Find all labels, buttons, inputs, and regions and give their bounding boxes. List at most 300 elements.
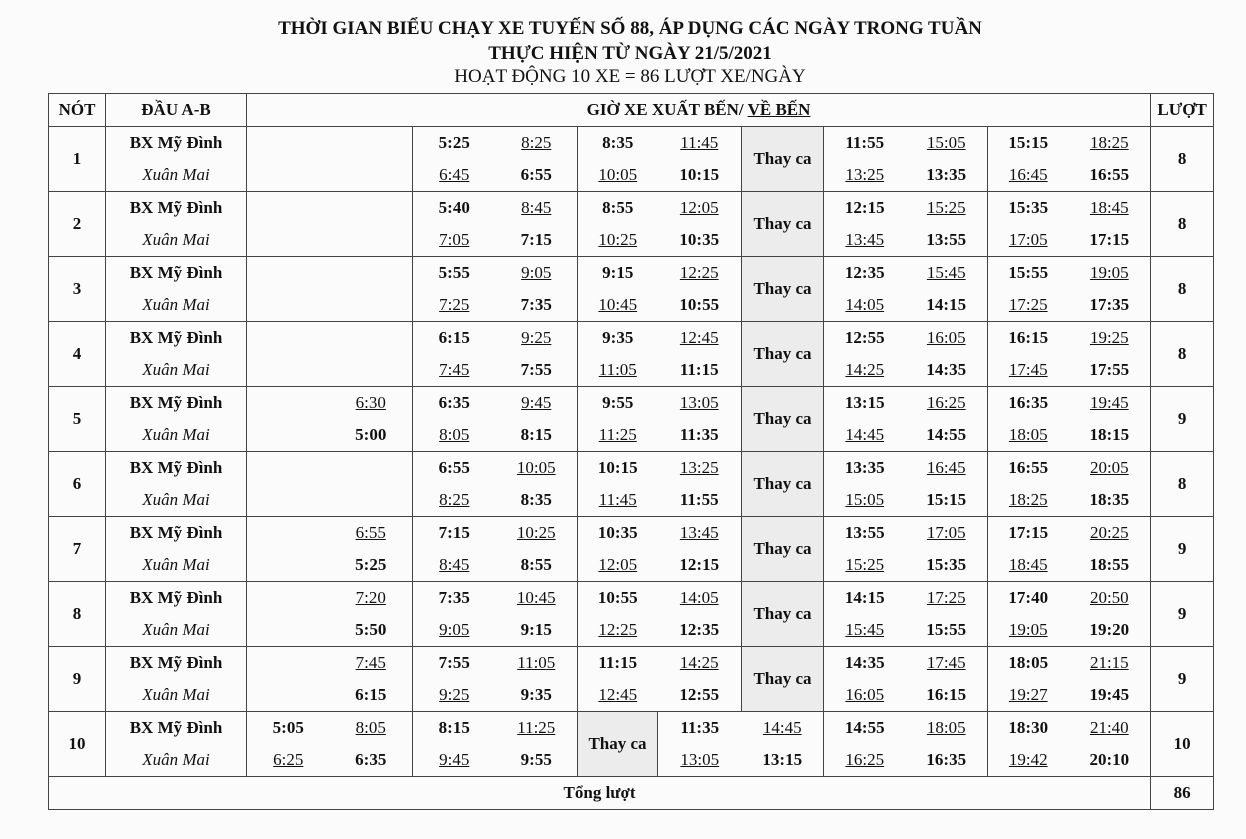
departure-time: 19:25 <box>1089 328 1129 347</box>
time-cell <box>824 452 906 485</box>
time-cell <box>578 549 658 582</box>
departure-time: 10:35 <box>597 523 638 542</box>
stop-b: Xuân Mai <box>106 419 247 452</box>
departure-time: 15:25 <box>845 555 885 574</box>
departure-time: 9:15 <box>602 263 634 282</box>
time-cell <box>413 614 496 647</box>
time-cell <box>413 224 496 257</box>
time-cell <box>824 712 906 745</box>
time-cell <box>247 452 330 485</box>
stop-b: Xuân Mai <box>106 484 247 517</box>
departure-time: 15:15 <box>1008 133 1049 152</box>
time-cell <box>578 127 658 160</box>
time-cell <box>988 582 1069 615</box>
departure-time: 11:05 <box>517 653 556 672</box>
time-cell <box>413 322 496 355</box>
departure-time: 8:55 <box>602 198 634 217</box>
stop-a: BX Mỹ Đình <box>106 647 247 680</box>
time-cell <box>578 257 658 290</box>
time-cell <box>496 582 578 615</box>
time-cell <box>824 224 906 257</box>
time-cell <box>988 159 1069 192</box>
departure-time: 5:40 <box>438 198 470 217</box>
time-cell <box>824 549 906 582</box>
time-cell <box>988 712 1069 745</box>
departure-time: 18:05 <box>1008 425 1048 444</box>
time-cell <box>247 419 330 452</box>
departure-time: 12:15 <box>679 555 720 574</box>
shift-change-cell: Thay ca <box>742 257 824 322</box>
time-cell <box>496 549 578 582</box>
departure-time: 15:45 <box>845 620 885 639</box>
departure-time: 16:35 <box>1008 393 1049 412</box>
departure-time: 7:05 <box>439 230 470 249</box>
departure-time: 5:25 <box>438 133 470 152</box>
stop-a: BX Mỹ Đình <box>106 517 247 550</box>
departure-time: 10:15 <box>679 165 720 184</box>
trip-count: 9 <box>1151 647 1214 712</box>
departure-time: 9:05 <box>439 620 470 639</box>
time-cell <box>906 354 988 387</box>
shift-change-cell: Thay ca <box>742 647 824 712</box>
departure-time: 11:15 <box>598 653 638 672</box>
departure-time: 20:10 <box>1089 750 1130 769</box>
departure-time: 14:55 <box>926 425 967 444</box>
time-cell <box>906 257 988 290</box>
time-cell <box>824 744 906 777</box>
time-cell <box>247 679 330 712</box>
time-cell <box>906 387 988 420</box>
time-cell <box>413 647 496 680</box>
departure-time: 11:35 <box>680 718 720 737</box>
trip-count: 9 <box>1151 582 1214 647</box>
time-cell <box>658 614 742 647</box>
departure-time: 14:35 <box>844 653 885 672</box>
time-cell <box>330 647 413 680</box>
time-cell <box>496 452 578 485</box>
departure-time: 19:05 <box>1089 263 1129 282</box>
stop-b: Xuân Mai <box>106 614 247 647</box>
departure-time: 17:45 <box>926 653 966 672</box>
departure-time: 18:45 <box>1008 555 1048 574</box>
departure-time: 13:45 <box>845 230 885 249</box>
time-cell <box>1069 419 1151 452</box>
title-line-3: HOẠT ĐỘNG 10 XE = 86 LƯỢT XE/NGÀY <box>454 66 806 87</box>
col-header-gio-b: VỀ BẾN <box>747 100 811 119</box>
stop-b: Xuân Mai <box>106 354 247 387</box>
time-cell <box>247 647 330 680</box>
departure-time: 16:55 <box>1008 458 1049 477</box>
departure-time: 10:15 <box>597 458 638 477</box>
trip-count: 9 <box>1151 387 1214 452</box>
departure-time: 15:05 <box>926 133 966 152</box>
departure-time: 16:45 <box>1008 165 1048 184</box>
vehicle-row <box>49 517 1214 550</box>
total-row <box>49 777 1214 810</box>
departure-time: 10:45 <box>516 588 556 607</box>
vehicle-number: 2 <box>49 192 106 257</box>
total-label: Tổng lượt <box>49 777 1151 810</box>
time-cell <box>658 549 742 582</box>
departure-time: 9:25 <box>521 328 552 347</box>
time-cell <box>496 614 578 647</box>
time-cell <box>906 289 988 322</box>
time-cell <box>1069 159 1151 192</box>
time-cell <box>906 549 988 582</box>
departure-time: 14:15 <box>844 588 885 607</box>
departure-time: 11:15 <box>679 360 719 379</box>
col-header-not: NÓT <box>49 94 106 127</box>
time-cell <box>413 712 496 745</box>
shift-change-cell: Thay ca <box>742 192 824 257</box>
time-cell <box>906 159 988 192</box>
departure-time: 6:35 <box>355 750 387 769</box>
time-cell <box>906 582 988 615</box>
departure-time: 6:55 <box>355 523 386 542</box>
departure-time: 16:25 <box>926 393 966 412</box>
departure-time: 8:15 <box>438 718 470 737</box>
time-cell <box>247 549 330 582</box>
time-cell <box>578 192 658 225</box>
departure-time: 11:25 <box>517 718 556 737</box>
vehicle-row <box>49 484 1214 517</box>
time-cell <box>824 614 906 647</box>
departure-time: 12:35 <box>844 263 885 282</box>
shift-change-cell: Thay ca <box>742 322 824 387</box>
departure-time: 13:05 <box>680 750 720 769</box>
stop-a: BX Mỹ Đình <box>106 452 247 485</box>
time-cell <box>988 484 1069 517</box>
departure-time: 17:55 <box>1089 360 1130 379</box>
stop-a: BX Mỹ Đình <box>106 192 247 225</box>
time-cell <box>988 679 1069 712</box>
time-cell <box>330 322 413 355</box>
time-cell <box>658 224 742 257</box>
departure-time: 12:45 <box>598 685 638 704</box>
time-cell <box>988 419 1069 452</box>
departure-time: 14:25 <box>845 360 885 379</box>
vehicle-row <box>49 387 1214 420</box>
time-cell <box>247 484 330 517</box>
departure-time: 12:15 <box>844 198 885 217</box>
time-cell <box>413 354 496 387</box>
departure-time: 12:05 <box>679 198 719 217</box>
vehicle-row <box>49 224 1214 257</box>
time-cell <box>413 484 496 517</box>
time-cell <box>496 224 578 257</box>
departure-time: 12:25 <box>598 620 638 639</box>
time-cell <box>658 354 742 387</box>
time-cell <box>496 517 578 550</box>
total-value: 86 <box>1151 777 1214 810</box>
time-cell <box>906 192 988 225</box>
time-cell <box>330 614 413 647</box>
time-cell <box>496 679 578 712</box>
vehicle-row <box>49 322 1214 355</box>
schedule-table <box>48 93 1214 810</box>
departure-time: 17:25 <box>1008 295 1048 314</box>
departure-time: 20:05 <box>1089 458 1129 477</box>
vehicle-number: 5 <box>49 387 106 452</box>
time-cell <box>1069 192 1151 225</box>
time-cell <box>824 484 906 517</box>
departure-time: 13:45 <box>679 523 719 542</box>
departure-time: 9:55 <box>520 750 552 769</box>
time-cell <box>578 289 658 322</box>
time-cell <box>658 192 742 225</box>
departure-time: 11:55 <box>845 133 885 152</box>
time-cell <box>578 419 658 452</box>
time-cell <box>906 419 988 452</box>
time-cell <box>1069 712 1151 745</box>
departure-time: 18:05 <box>926 718 966 737</box>
time-cell <box>413 387 496 420</box>
time-cell <box>906 127 988 160</box>
departure-time: 5:00 <box>355 425 387 444</box>
departure-time: 7:15 <box>520 230 552 249</box>
time-cell <box>988 549 1069 582</box>
departure-time: 9:35 <box>602 328 634 347</box>
time-cell <box>824 582 906 615</box>
time-cell <box>247 614 330 647</box>
time-cell <box>824 289 906 322</box>
col-header-gio <box>247 94 1151 127</box>
departure-time: 6:25 <box>273 750 304 769</box>
departure-time: 7:45 <box>355 653 386 672</box>
time-cell <box>330 744 413 777</box>
shift-change-cell: Thay ca <box>742 517 824 582</box>
departure-time: 16:05 <box>845 685 885 704</box>
departure-time: 15:55 <box>926 620 967 639</box>
time-cell <box>496 712 578 745</box>
time-cell <box>1069 647 1151 680</box>
departure-time: 10:45 <box>598 295 638 314</box>
time-cell <box>247 582 330 615</box>
time-cell <box>247 712 330 745</box>
departure-time: 14:45 <box>762 718 802 737</box>
time-cell <box>658 419 742 452</box>
departure-time: 21:15 <box>1089 653 1129 672</box>
departure-time: 15:35 <box>1008 198 1049 217</box>
departure-time: 11:05 <box>598 360 637 379</box>
departure-time: 16:15 <box>926 685 967 704</box>
vehicle-row <box>49 452 1214 485</box>
time-cell <box>496 127 578 160</box>
departure-time: 9:45 <box>521 393 552 412</box>
title-line-2: THỰC HIỆN TỪ NGÀY 21/5/2021 <box>488 43 772 64</box>
time-cell <box>330 419 413 452</box>
departure-time: 14:35 <box>926 360 967 379</box>
time-cell <box>658 679 742 712</box>
departure-time: 13:25 <box>679 458 719 477</box>
time-cell <box>1069 517 1151 550</box>
stop-b: Xuân Mai <box>106 159 247 192</box>
departure-time: 10:05 <box>516 458 556 477</box>
time-cell <box>824 257 906 290</box>
time-cell <box>413 127 496 160</box>
time-cell <box>330 354 413 387</box>
departure-time: 17:05 <box>1008 230 1048 249</box>
departure-time: 8:35 <box>520 490 552 509</box>
time-cell <box>578 517 658 550</box>
time-cell <box>988 289 1069 322</box>
departure-time: 19:27 <box>1008 685 1048 704</box>
departure-time: 9:45 <box>439 750 470 769</box>
time-cell <box>413 419 496 452</box>
trip-count: 8 <box>1151 452 1214 517</box>
departure-time: 18:15 <box>1089 425 1130 444</box>
time-cell <box>578 484 658 517</box>
departure-time: 10:05 <box>598 165 638 184</box>
departure-time: 18:45 <box>1089 198 1129 217</box>
time-cell <box>988 647 1069 680</box>
time-cell <box>247 257 330 290</box>
time-cell <box>496 647 578 680</box>
time-cell <box>906 744 988 777</box>
departure-time: 16:55 <box>1089 165 1130 184</box>
time-cell <box>824 679 906 712</box>
departure-time: 13:35 <box>926 165 967 184</box>
departure-time: 15:35 <box>926 555 967 574</box>
departure-time: 8:45 <box>521 198 552 217</box>
departure-time: 16:25 <box>845 750 885 769</box>
shift-change-cell: Thay ca <box>742 387 824 452</box>
time-cell <box>658 484 742 517</box>
departure-time: 17:25 <box>926 588 966 607</box>
time-cell <box>578 224 658 257</box>
departure-time: 18:35 <box>1089 490 1130 509</box>
departure-time: 12:35 <box>679 620 720 639</box>
time-cell <box>988 387 1069 420</box>
time-cell <box>1069 549 1151 582</box>
vehicle-row <box>49 127 1214 160</box>
time-cell <box>330 549 413 582</box>
vehicle-row <box>49 159 1214 192</box>
time-cell <box>906 614 988 647</box>
departure-time: 19:42 <box>1008 750 1048 769</box>
departure-time: 18:25 <box>1089 133 1129 152</box>
departure-time: 6:30 <box>355 393 386 412</box>
stop-a: BX Mỹ Đình <box>106 257 247 290</box>
departure-time: 6:35 <box>438 393 470 412</box>
time-cell <box>330 387 413 420</box>
time-cell <box>988 452 1069 485</box>
departure-time: 13:55 <box>844 523 885 542</box>
time-cell <box>906 679 988 712</box>
time-cell <box>988 192 1069 225</box>
departure-time: 8:05 <box>355 718 386 737</box>
departure-time: 12:05 <box>598 555 638 574</box>
stop-a: BX Mỹ Đình <box>106 387 247 420</box>
departure-time: 6:55 <box>520 165 552 184</box>
departure-time: 10:25 <box>516 523 556 542</box>
time-cell <box>824 192 906 225</box>
time-cell <box>1069 322 1151 355</box>
time-cell <box>413 289 496 322</box>
departure-time: 7:15 <box>438 523 470 542</box>
time-cell <box>906 224 988 257</box>
stop-a: BX Mỹ Đình <box>106 712 247 745</box>
time-cell <box>742 744 824 777</box>
departure-time: 14:15 <box>926 295 967 314</box>
time-cell <box>658 517 742 550</box>
time-cell <box>578 582 658 615</box>
trip-count: 9 <box>1151 517 1214 582</box>
stop-a: BX Mỹ Đình <box>106 582 247 615</box>
time-cell <box>247 517 330 550</box>
departure-time: 16:45 <box>926 458 966 477</box>
departure-time: 14:55 <box>844 718 885 737</box>
departure-time: 8:55 <box>520 555 552 574</box>
vehicle-number: 1 <box>49 127 106 192</box>
departure-time: 10:25 <box>598 230 638 249</box>
departure-time: 18:30 <box>1008 718 1049 737</box>
time-cell <box>906 647 988 680</box>
departure-time: 19:45 <box>1089 393 1129 412</box>
stop-b: Xuân Mai <box>106 679 247 712</box>
time-cell <box>1069 257 1151 290</box>
stop-b: Xuân Mai <box>106 289 247 322</box>
departure-time: 7:35 <box>520 295 552 314</box>
time-cell <box>330 159 413 192</box>
time-cell <box>906 452 988 485</box>
time-cell <box>988 614 1069 647</box>
departure-time: 18:25 <box>1008 490 1048 509</box>
time-cell <box>824 127 906 160</box>
departure-time: 18:05 <box>1008 653 1049 672</box>
time-cell <box>330 289 413 322</box>
time-cell <box>658 647 742 680</box>
time-cell <box>330 582 413 615</box>
departure-time: 5:05 <box>272 718 304 737</box>
departure-time: 8:45 <box>439 555 470 574</box>
vehicle-row <box>49 614 1214 647</box>
time-cell <box>247 127 330 160</box>
departure-time: 6:15 <box>355 685 387 704</box>
time-cell <box>1069 582 1151 615</box>
time-cell <box>658 744 742 777</box>
departure-time: 19:45 <box>1089 685 1130 704</box>
time-cell <box>578 452 658 485</box>
time-cell <box>1069 289 1151 322</box>
time-cell <box>1069 354 1151 387</box>
time-cell <box>824 387 906 420</box>
time-cell <box>413 582 496 615</box>
departure-time: 12:55 <box>844 328 885 347</box>
time-cell <box>578 679 658 712</box>
departure-time: 16:15 <box>1008 328 1049 347</box>
time-cell <box>413 549 496 582</box>
time-cell <box>413 452 496 485</box>
vehicle-row <box>49 257 1214 290</box>
time-cell <box>413 679 496 712</box>
departure-time: 13:25 <box>845 165 885 184</box>
vehicle-row <box>49 354 1214 387</box>
departure-time: 17:45 <box>1008 360 1048 379</box>
departure-time: 6:15 <box>438 328 470 347</box>
trip-count: 10 <box>1151 712 1214 777</box>
departure-time: 7:35 <box>438 588 470 607</box>
trip-count: 8 <box>1151 322 1214 387</box>
time-cell <box>824 159 906 192</box>
stop-b: Xuân Mai <box>106 744 247 777</box>
departure-time: 13:35 <box>844 458 885 477</box>
departure-time: 7:55 <box>520 360 552 379</box>
departure-time: 11:45 <box>680 133 719 152</box>
time-cell <box>988 744 1069 777</box>
shift-change-cell: Thay ca <box>742 582 824 647</box>
time-cell <box>413 517 496 550</box>
